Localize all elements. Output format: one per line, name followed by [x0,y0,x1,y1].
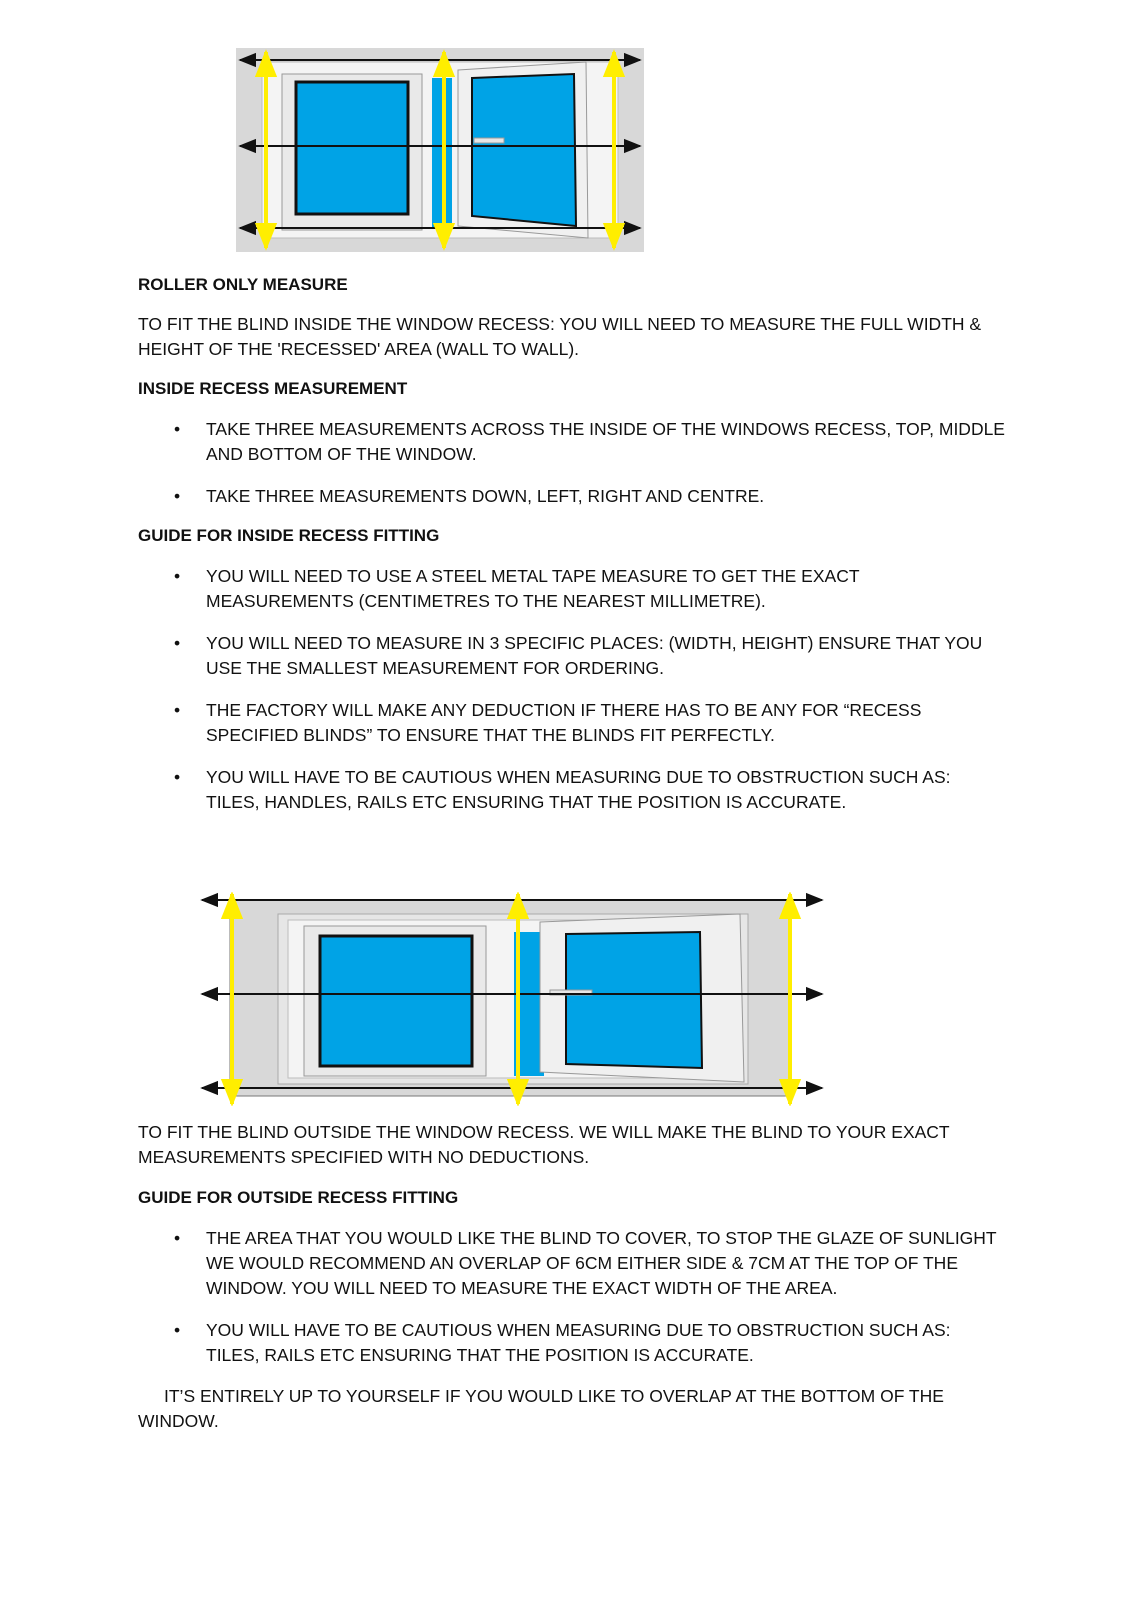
list-item: • THE FACTORY WILL MAKE ANY DEDUCTION IF THERE HAS TO BE ANY FOR “RECESS SPECIFIED BLINDS” TO ENSURE THAT THE BLINDS FIT PERFECTLY. [174,700,922,745]
list-item: • TAKE THREE MEASUREMENTS DOWN, LEFT, RIGHT AND CENTRE. [138,484,1008,509]
outside-recess-diagram [200,892,826,1106]
right-pane-glass [566,932,702,1068]
list-item: • THE AREA THAT YOU WOULD LIKE THE BLIND TO COVER, TO STOP THE GLAZE OF SUNLIGHT WE WOULD RECOMMEND AN OVERLAP OF 6CM EITHER SIDE & 7CM AT THE TOP OF THE WINDOW. YOU WILL NEED TO MEASURE THE EXACT WIDTH OF THE AREA. [174,1228,997,1298]
outside-recess-section [138,1120,1008,1434]
bullet-icon: • [174,633,181,653]
inside-recess-section [138,272,1008,815]
left-pane-glass [320,936,472,1066]
inside-intro: TO FIT THE BLIND INSIDE THE WINDOW RECESS: YOU WILL NEED TO MEASURE THE FULL WIDTH & HEIGHT OF THE 'RECESSED' AREA (WALL TO WALL). [138,314,982,359]
bullet-icon: • [174,700,181,720]
inside-measurement-list [138,417,1008,509]
list-item: • YOU WILL HAVE TO BE CAUTIOUS WHEN MEASURING DUE TO OBSTRUCTION SUCH AS: TILES, HANDLES, RAILS ETC ENSURING THAT THE POSITION IS ACCURATE. [174,767,951,812]
inside-guide-list [138,564,1008,815]
right-pane-glass [472,74,576,226]
list-item: • YOU WILL NEED TO MEASURE IN 3 SPECIFIC PLACES: (WIDTH, HEIGHT) ENSURE THAT YOU USE THE SMALLEST MEASUREMENT FOR ORDERING. [174,633,983,678]
left-pane-glass [296,82,408,214]
handle-icon [474,138,504,143]
list-item: • TAKE THREE MEASUREMENTS ACROSS THE INSIDE OF THE WINDOWS RECESS, TOP, MIDDLE AND BOTTOM OF THE WINDOW. [174,419,1005,464]
inside-measurement-heading: INSIDE RECESS MEASUREMENT [138,379,408,398]
inside-guide-heading: GUIDE FOR INSIDE RECESS FITTING [138,526,440,545]
list-item: • YOU WILL HAVE TO BE CAUTIOUS WHEN MEASURING DUE TO OBSTRUCTION SUCH AS: TILES, RAILS ETC ENSURING THAT THE POSITION IS ACCURATE. [174,1320,951,1365]
bullet-icon: • [174,1320,181,1340]
roller-measure-title: ROLLER ONLY MEASURE [138,275,348,294]
inside-recess-diagram [236,48,644,252]
closing-note: IT’S ENTIRELY UP TO YOURSELF IF YOU WOULD LIKE TO OVERLAP AT THE BOTTOM OF THE WINDOW. [138,1386,944,1431]
bullet-icon: • [174,767,181,787]
outside-guide-list [138,1226,1008,1368]
outside-intro: TO FIT THE BLIND OUTSIDE THE WINDOW RECESS. WE WILL MAKE THE BLIND TO YOUR EXACT MEASUREMENTS SPECIFIED WITH NO DEDUCTIONS. [138,1122,950,1167]
bullet-icon: • [174,1228,181,1248]
bullet-icon: • [174,419,181,439]
bullet-icon: • [174,566,181,586]
list-item: • YOU WILL NEED TO USE A STEEL METAL TAPE MEASURE TO GET THE EXACT MEASUREMENTS (CENTIMETRES TO THE NEAREST MILLIMETRE). [174,566,860,611]
bullet-icon: • [174,486,181,506]
outside-guide-heading: GUIDE FOR OUTSIDE RECESS FITTING [138,1188,459,1207]
